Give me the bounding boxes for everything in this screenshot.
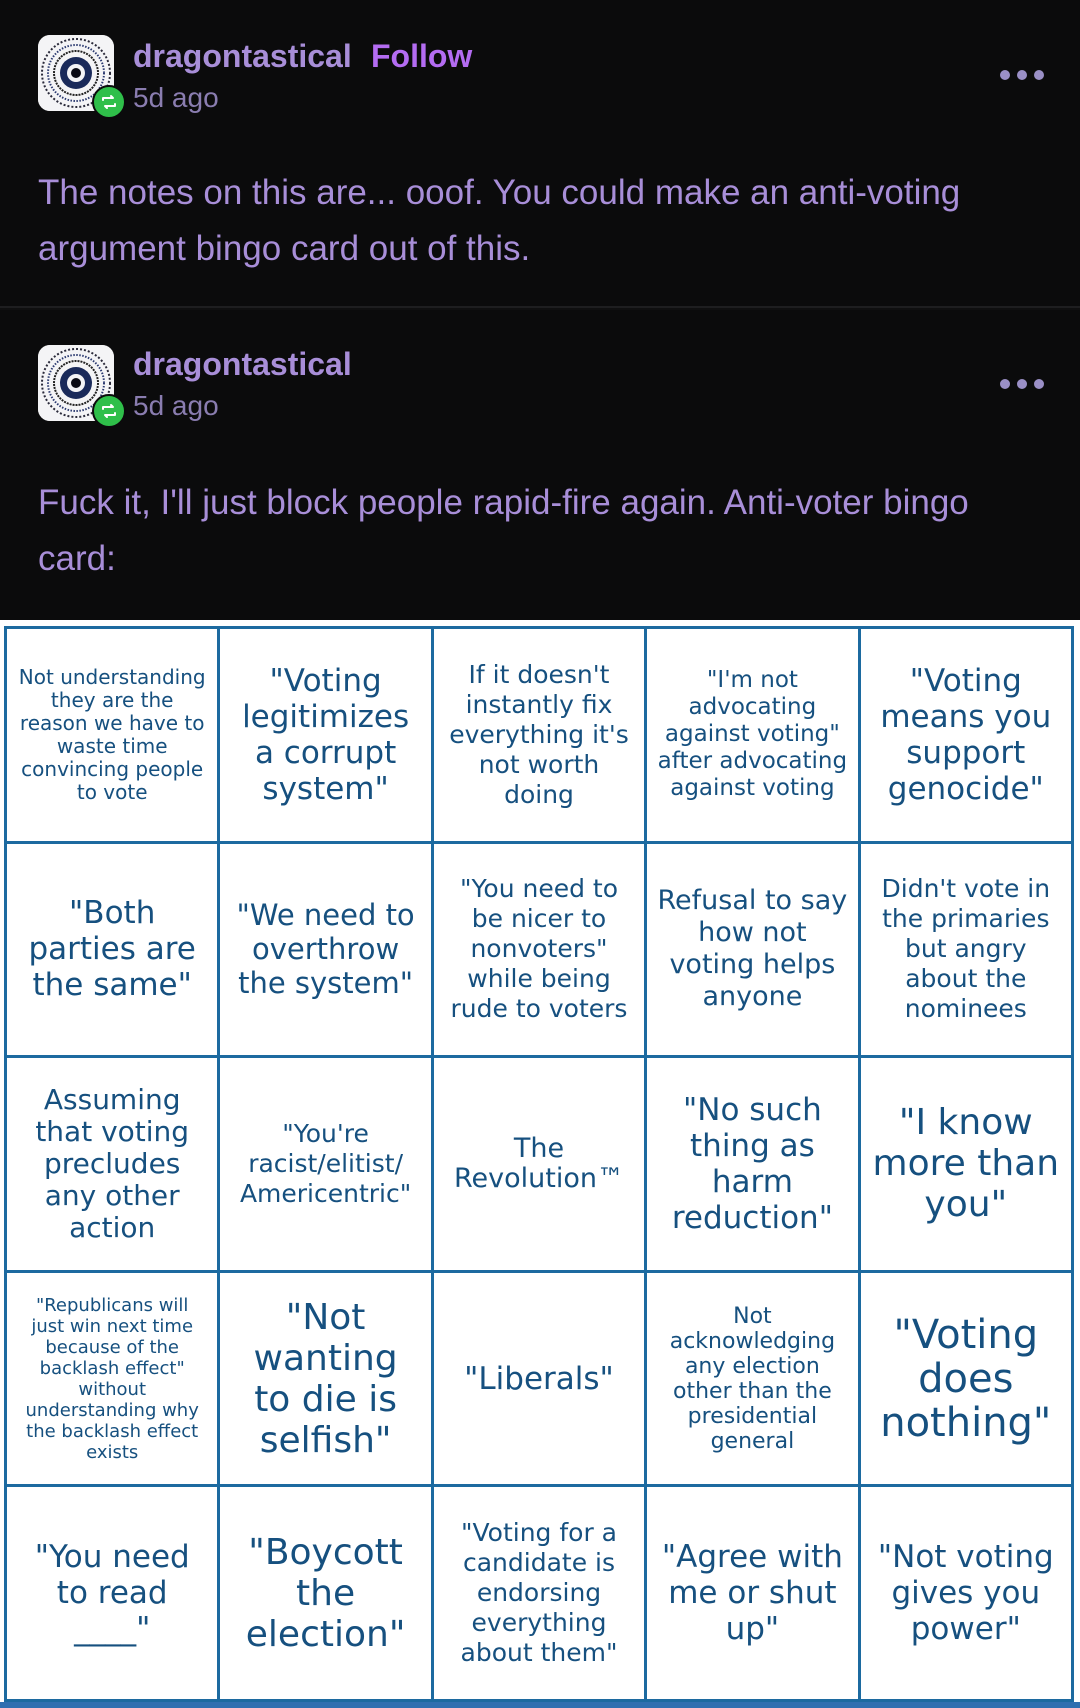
- bingo-cell: "Republicans will just win next time because of the backlash effect" without understanding why the backlash effect exists: [7, 1273, 217, 1485]
- bingo-cell: "Voting means you support genocide": [861, 629, 1071, 841]
- bingo-cell: "No such thing as harm reduction": [647, 1058, 857, 1270]
- bingo-cell: "Not wanting to die is selfish": [220, 1273, 430, 1485]
- bingo-cell: Not acknowledging any election other than the presidential general: [647, 1273, 857, 1485]
- bingo-cell: "Voting for a candidate is endorsing everything about them": [434, 1487, 644, 1699]
- bingo-cell: "We need to overthrow the system": [220, 844, 430, 1056]
- bingo-cell: If it doesn't instantly fix everything it's not worth doing: [434, 629, 644, 841]
- post-text: Fuck it, I'll just block people rapid-fire again. Anti-voter bingo card:: [38, 483, 969, 578]
- bingo-cell: "Liberals": [434, 1273, 644, 1485]
- bingo-cell: Didn't vote in the primaries but angry about the nominees: [861, 844, 1071, 1056]
- bingo-cell: "Voting legitimizes a corrupt system": [220, 629, 430, 841]
- bingo-grid: [4, 626, 1074, 1702]
- bingo-cell: "Agree with me or shut up": [647, 1487, 857, 1699]
- reblog-icon: [100, 402, 118, 420]
- post-text: The notes on this are... ooof. You could make an anti-voting argument bingo card out of this.: [38, 173, 961, 268]
- username[interactable]: dragontastical: [133, 346, 352, 382]
- bingo-cell: "I'm not advocating against voting" after advocating against voting: [647, 629, 857, 841]
- timestamp: 5d ago: [133, 390, 219, 421]
- bingo-cell: Refusal to say how not voting helps anyone: [647, 844, 857, 1056]
- bingo-cell: "Not voting gives you power": [861, 1487, 1071, 1699]
- more-options-icon[interactable]: [1000, 374, 1044, 394]
- bingo-cell: Assuming that voting precludes any other action: [7, 1058, 217, 1270]
- bingo-cell: "Voting does nothing": [861, 1273, 1071, 1485]
- bingo-cell: "Boycott the election": [220, 1487, 430, 1699]
- bingo-cell: "You're racist/elitist/ Americentric": [220, 1058, 430, 1270]
- bingo-cell: "Both parties are the same": [7, 844, 217, 1056]
- reblog-badge: [92, 394, 126, 428]
- bingo-cell: "You need to read ____": [7, 1487, 217, 1699]
- image-bottom-border: [0, 1702, 1080, 1708]
- bingo-cell: "I know more than you": [861, 1058, 1071, 1270]
- follow-button[interactable]: Follow: [371, 38, 473, 74]
- bingo-cell: "You need to be nicer to nonvoters" while being rude to voters: [434, 844, 644, 1056]
- username[interactable]: dragontastical: [133, 38, 352, 74]
- bingo-card-image[interactable]: [0, 620, 1080, 1708]
- bingo-cell: Not understanding they are the reason we have to waste time convincing people to vote: [7, 629, 217, 841]
- bingo-cell: The Revolution™: [434, 1058, 644, 1270]
- timestamp: 5d ago: [133, 82, 219, 113]
